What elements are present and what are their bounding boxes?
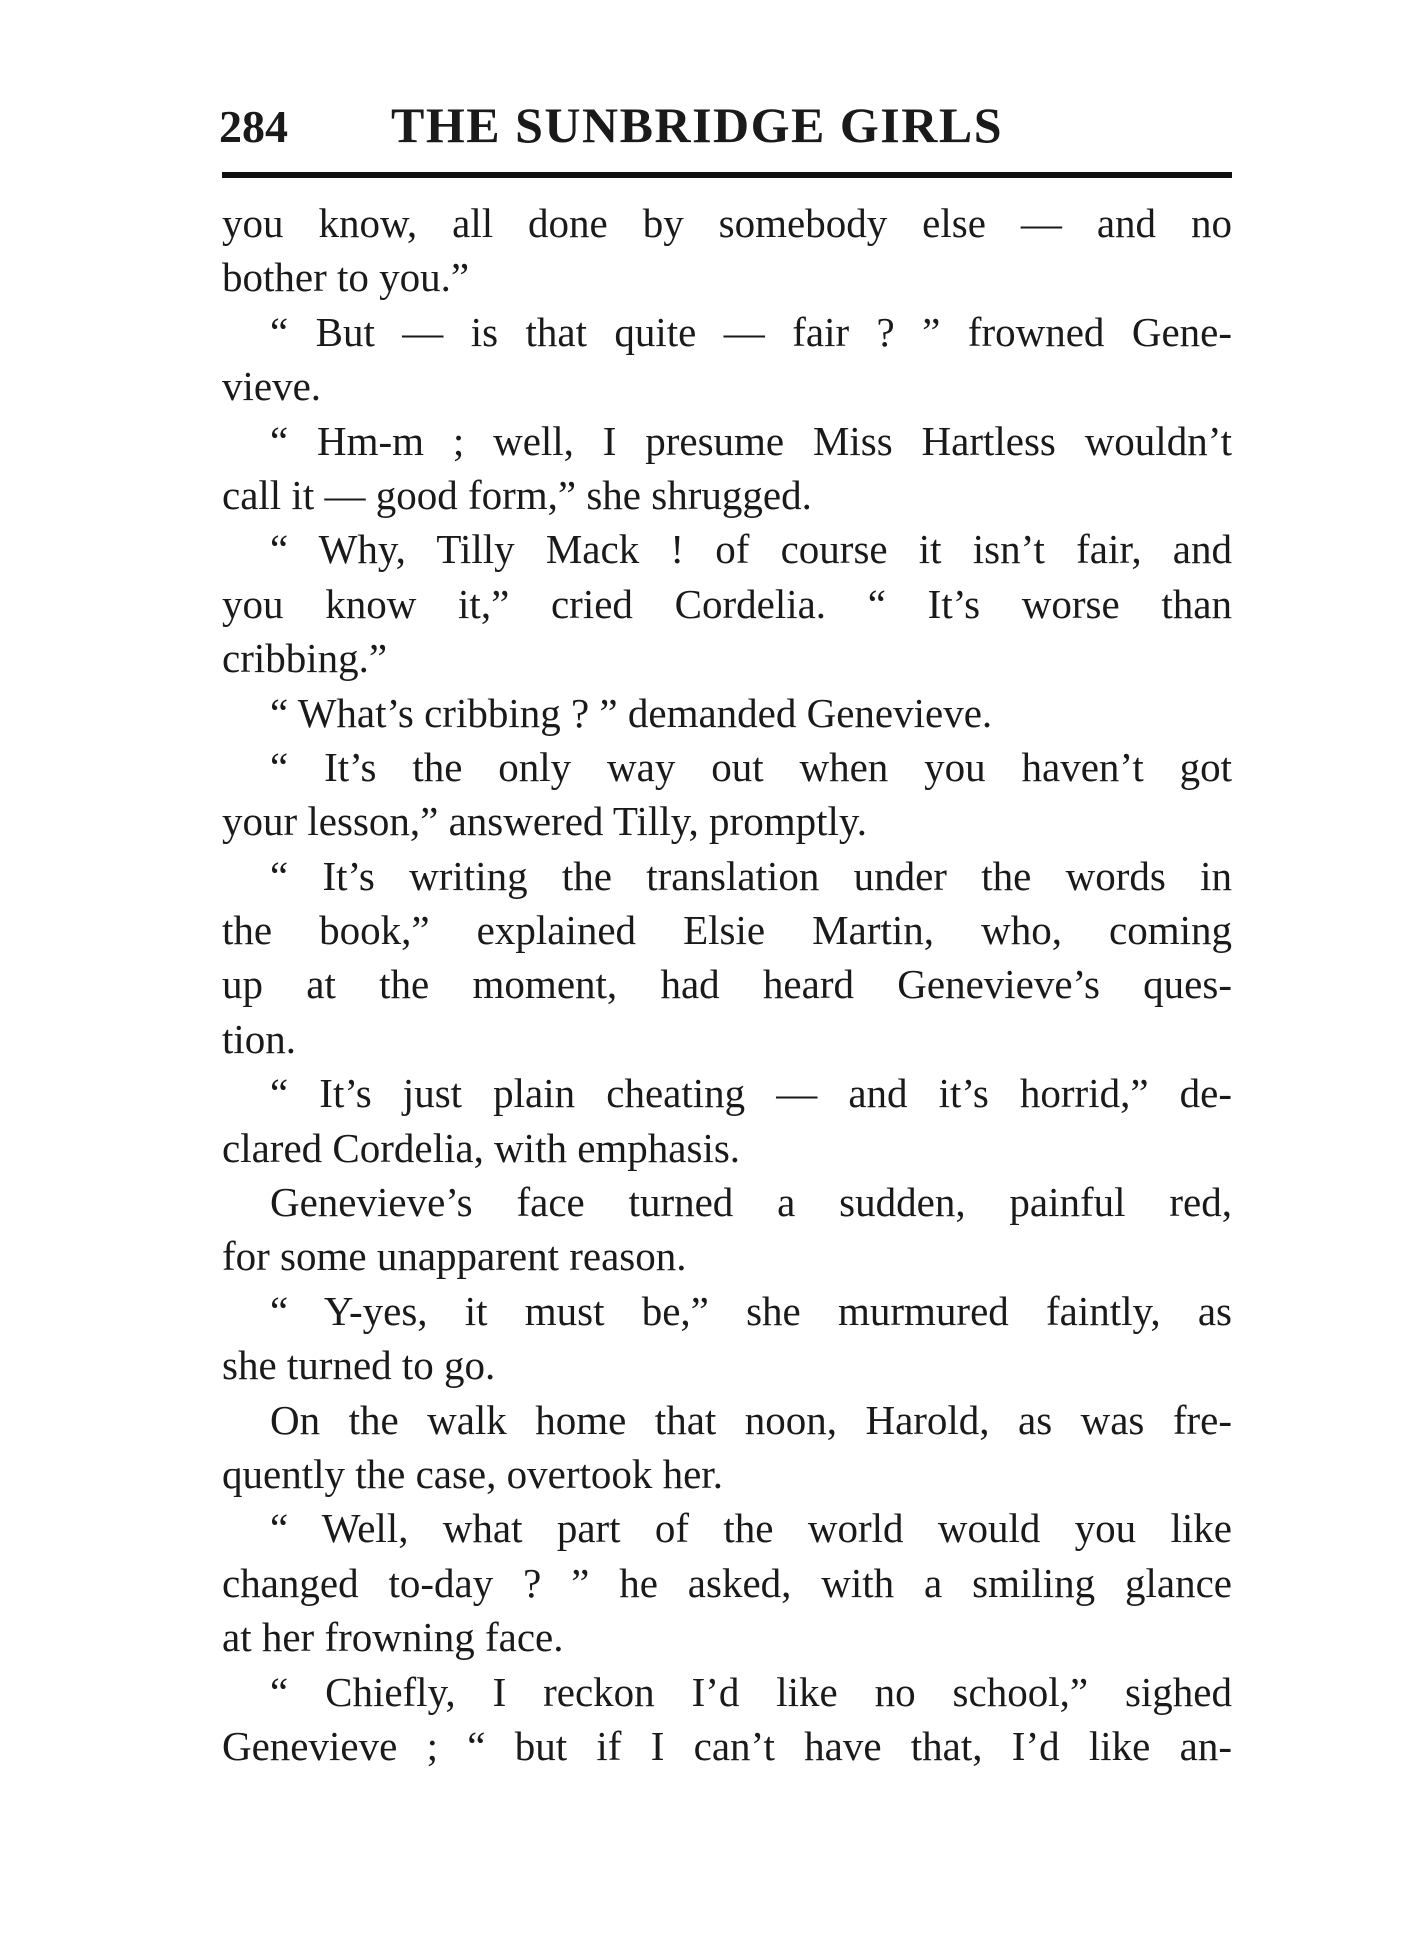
text-line: you know it,” cried Cordelia. “ It’s worse than <box>222 580 1232 627</box>
text-line: clared Cordelia, with emphasis. <box>222 1124 741 1171</box>
text-line: you know, all done by somebody else — and no <box>222 200 1232 246</box>
text-line: the book,” explained Elsie Martin, who, coming <box>222 907 1232 954</box>
text-line: she turned to go. <box>222 1342 496 1389</box>
text-line: On the walk home that noon, Harold, as was fre- <box>270 1396 1232 1443</box>
text-line: your lesson,” answered Tilly, promptly. <box>222 798 867 845</box>
text-line: “ Y-yes, it must be,” she murmured faintly, as <box>270 1287 1232 1334</box>
text-line: quently the case, overtook her. <box>222 1450 723 1497</box>
text-line: cribbing.” <box>222 635 388 682</box>
running-title: THE SUNBRIDGE GIRLS <box>391 97 1003 153</box>
text-line: “ What’s cribbing ? ” demanded Genevieve. <box>270 689 993 736</box>
text-line: Genevieve’s face turned a sudden, painful red, <box>270 1179 1232 1226</box>
text-line: “ Hm-m ; well, I presume Miss Hartless wouldn’t <box>270 417 1232 464</box>
text-line: bother to you.” <box>222 254 470 301</box>
text-line: “ Why, Tilly Mack ! of course it isn’t fair, and <box>270 526 1232 573</box>
text-line: tion. <box>222 1015 297 1062</box>
text-line: Genevieve ; “ but if I can’t have that, I’d like an- <box>222 1722 1232 1769</box>
page-header <box>219 96 1231 160</box>
text-line: vieve. <box>222 363 322 410</box>
text-line: “ Chiefly, I reckon I’d like no school,” sighed <box>270 1668 1232 1715</box>
text-line: “ It’s the only way out when you haven’t got <box>270 743 1232 790</box>
text-line: up at the moment, had heard Genevieve’s ques- <box>222 961 1232 1008</box>
text-line: call it — good form,” she shrugged. <box>222 471 812 518</box>
text-line: “ But — is that quite — fair ? ” frowned Gene- <box>270 308 1232 355</box>
body-text <box>222 196 1232 1773</box>
text-line: “ Well, what part of the world would you like <box>270 1505 1232 1552</box>
page-number: 284 <box>219 101 288 152</box>
text-line: at her frowning face. <box>222 1614 564 1661</box>
text-line: for some unapparent reason. <box>222 1233 687 1280</box>
header-rule <box>222 172 1232 178</box>
text-line: “ It’s writing the translation under the words in <box>270 852 1232 899</box>
text-line: “ It’s just plain cheating — and it’s horrid,” de- <box>270 1070 1232 1117</box>
text-line: changed to-day ? ” he asked, with a smiling glance <box>222 1559 1232 1606</box>
